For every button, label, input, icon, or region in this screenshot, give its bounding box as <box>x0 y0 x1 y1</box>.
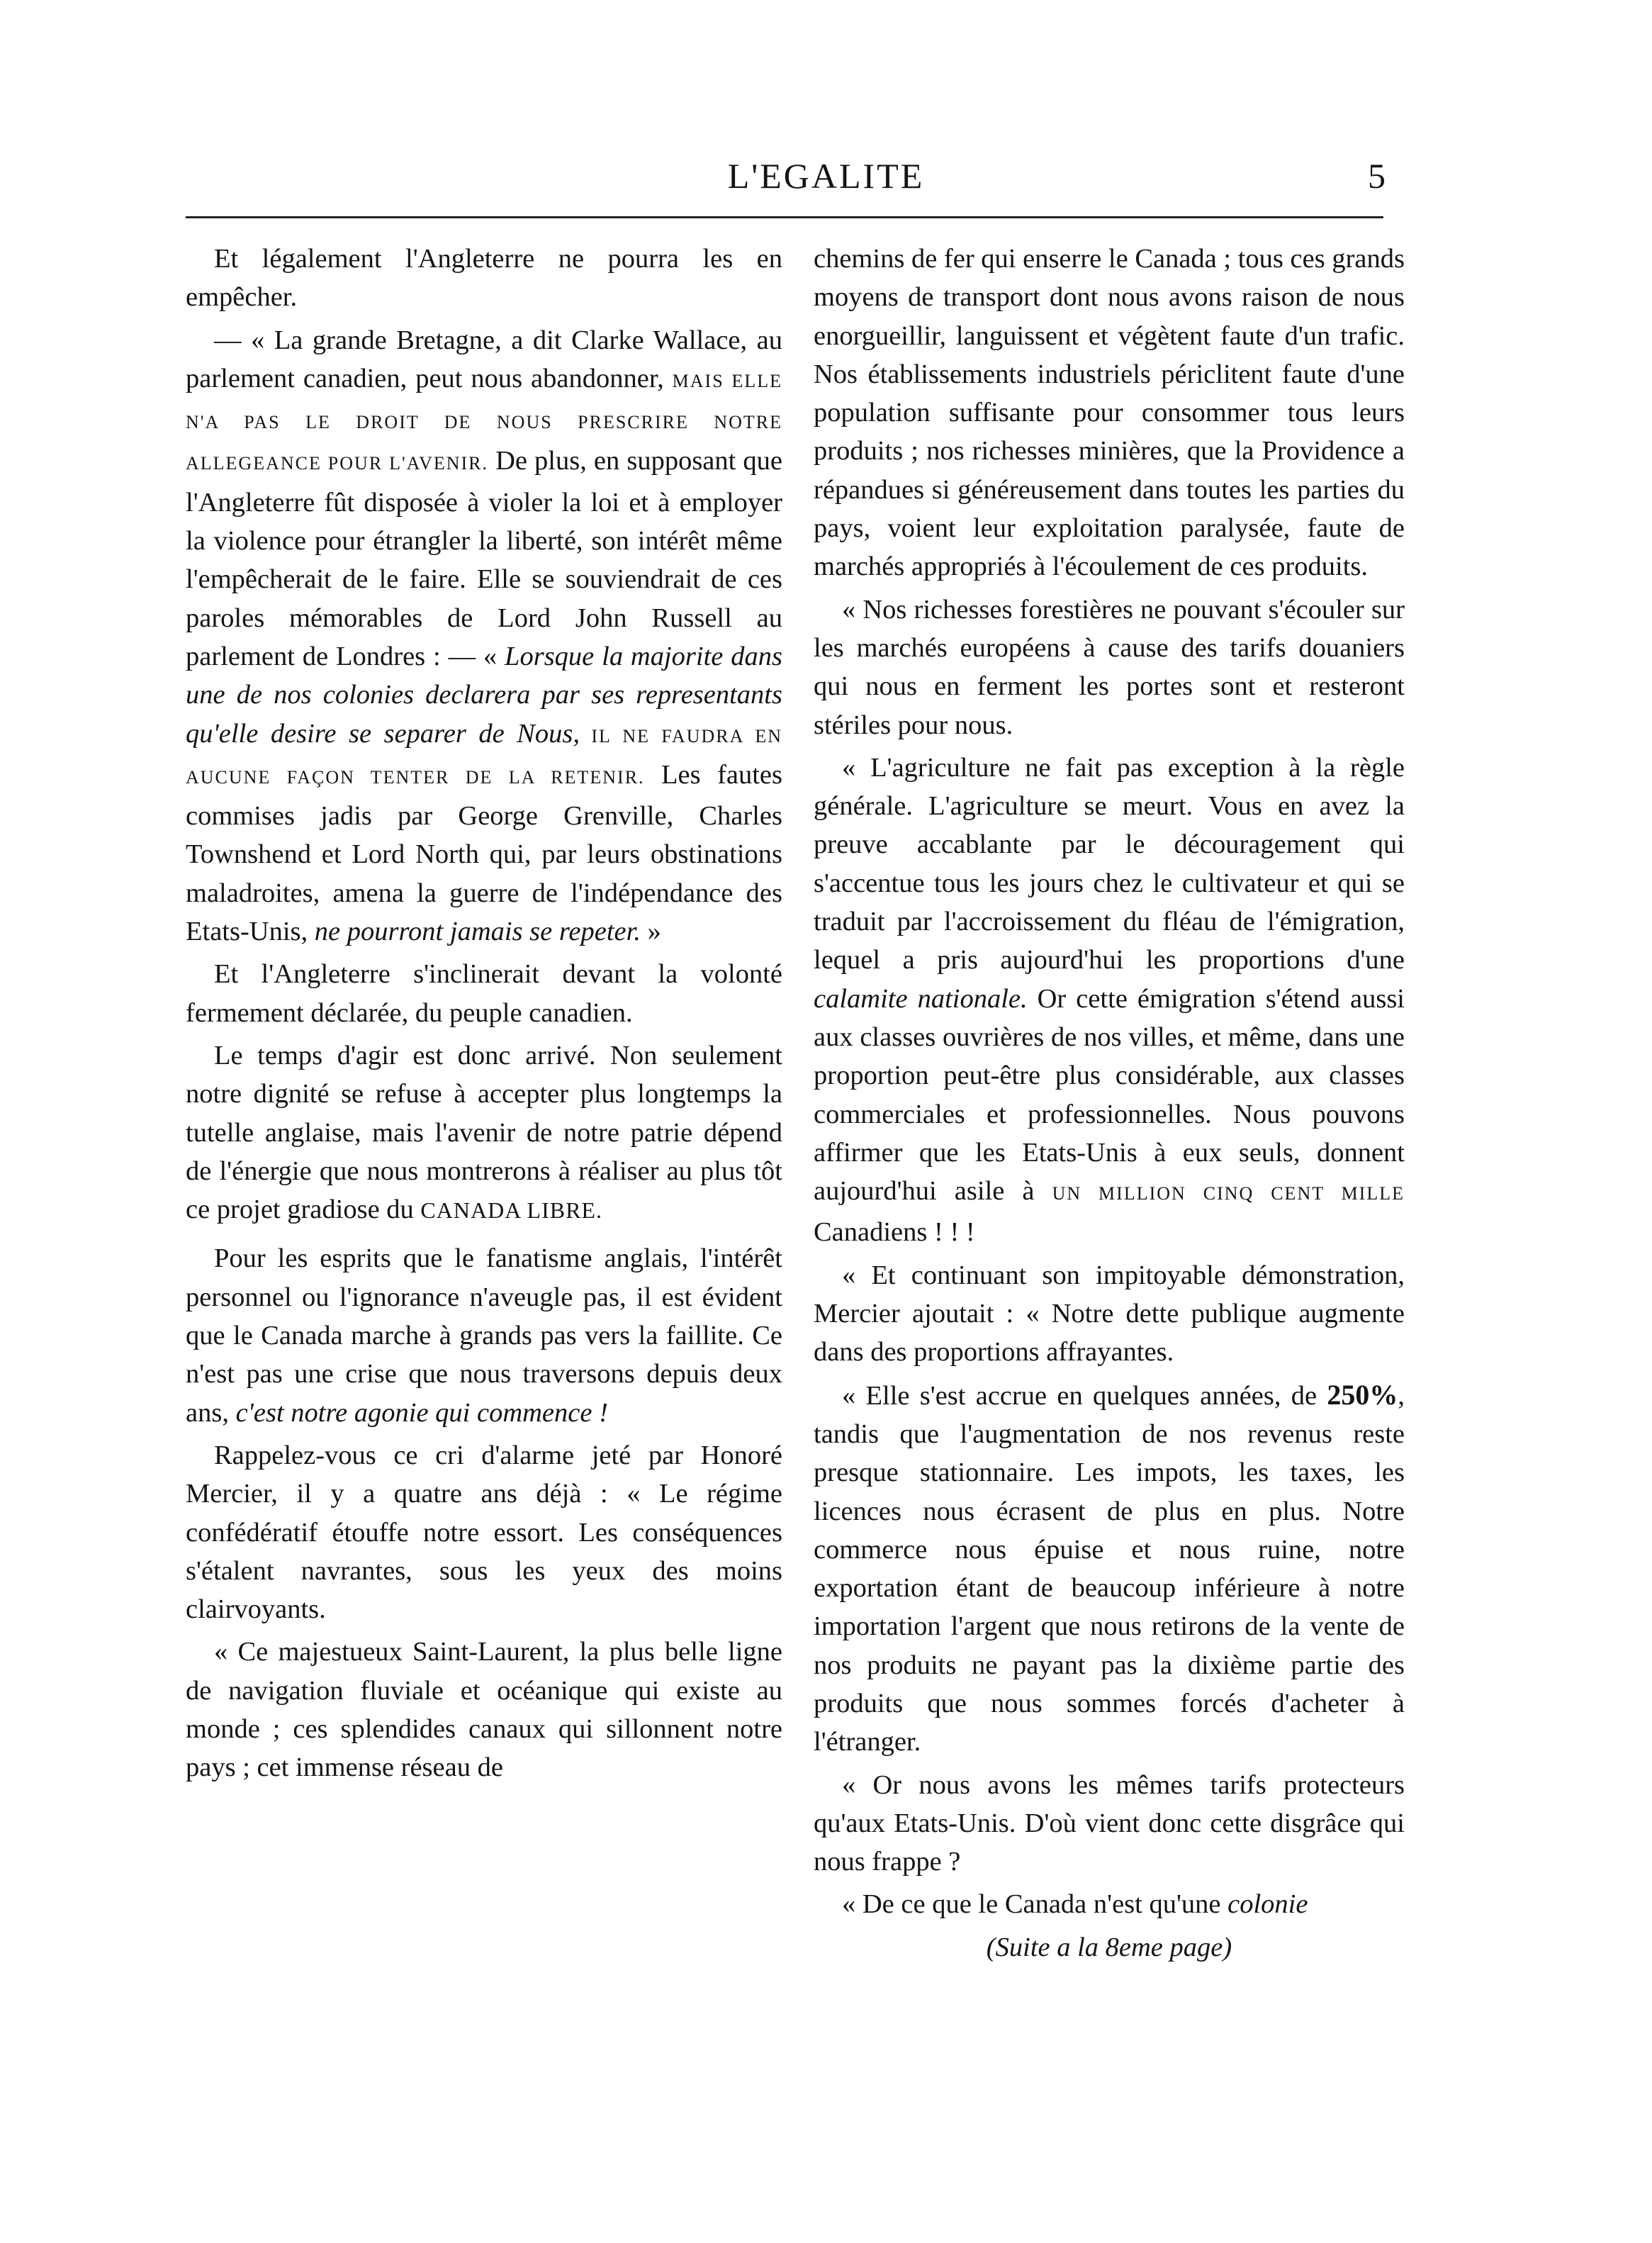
italic-quote: c'est notre agonie qui commence ! <box>235 1397 608 1428</box>
paragraph <box>814 1376 1405 1762</box>
percentage-figure: 250% <box>1327 1378 1398 1411</box>
continued-notice: (Suite a la 8eme page) <box>986 1932 1232 1962</box>
italic-quote: Lorsque la majorite dans une de nos colonies declarera par ses representants qu'elle desire se separer de Nous, <box>186 641 782 749</box>
paragraph-text: « Or nous avons les mêmes tarifs protecteurs qu'aux Etats-Unis. D'où vient donc cette disgrâce qui nous frappe ? <box>814 1769 1405 1877</box>
paragraph <box>814 591 1405 744</box>
italic-word: colonie <box>1227 1889 1308 1920</box>
paragraph <box>186 321 782 951</box>
paragraph <box>186 1036 782 1229</box>
paragraph-text: Et l'Angleterre s'inclinerait devant la volonté fermement déclarée, du peuple canadien. <box>186 959 782 1028</box>
paragraph-text: Et légalement l'Angleterre ne pourra les en empêcher. <box>186 244 782 313</box>
small-caps-text: UN MILLION CINQ CENT MILLE <box>1052 1183 1405 1204</box>
paragraph-text: Les fautes commises jadis par George Grenville, Charles Townshend et Lord North qui, par leurs obstinations maladroites, amena la guerre de l'indépendance des Etats-Unis, <box>186 759 782 947</box>
paragraph-text: « Et continuant son impitoyable démonstration, Mercier ajoutait : « Notre dette publique augmente dans des proportions affrayantes. <box>814 1260 1405 1367</box>
paragraph <box>186 1436 782 1628</box>
small-caps-text: MAIS ELLE N'A PAS LE DROIT DE NOUS PRESCRIRE NOTRE ALLEGEANCE POUR L'AVENIR. <box>186 370 782 474</box>
paragraph <box>186 1239 782 1431</box>
paragraph-text: Pour les esprits que le fanatisme anglais, l'intérêt personnel ou l'ignorance n'aveugle pas, il est évident que le Canada marche à grands pas vers la faillite. Ce n'est pas une crise que nous traversons depuis deux ans, <box>186 1243 782 1428</box>
paragraph-text: « L'agriculture ne fait pas exception à la règle générale. L'agriculture se meurt. Vous en avez la preuve accablante par le découragement qui s'accentue tous les jours chez le cultivateur et qui se traduit par l'accroissement du fléau de l'émigration, lequel a pris aujourd'hui les proportions d'une <box>814 752 1405 975</box>
paragraph-text: « De ce que le Canada n'est qu'une <box>842 1889 1228 1920</box>
paragraph <box>814 1256 1405 1372</box>
italic-quote: ne pourront jamais se repeter. <box>314 917 641 947</box>
page-number: 5 <box>1368 156 1386 196</box>
paragraph-text: Rappelez-vous ce cri d'alarme jeté par Honoré Mercier, il y a quatre ans déjà : « Le régime confédératif étouffe notre essort. Les conséquences s'étalent navrantes, sous les yeux des moins clairvoyants. <box>186 1440 782 1625</box>
header-rule <box>186 216 1383 218</box>
small-caps-text: CANADA LIBRE. <box>420 1197 602 1224</box>
paragraph <box>814 749 1405 1252</box>
left-column <box>186 240 782 2139</box>
right-column <box>814 240 1405 2139</box>
paragraph <box>814 1885 1405 1923</box>
italic-quote: calamite nationale. <box>814 983 1028 1014</box>
paragraph <box>186 1633 782 1786</box>
paragraph-text: Or cette émigration s'étend aussi aux classes ouvrières de nos villes, et même, dans une proportion peut-être plus considérable, aux classes commerciales et professionnelles. Nous pouvons affirmer que les Etats-Unis à eux seuls, donnent aujourd'hui asile à <box>814 983 1405 1207</box>
paragraph-text: » <box>640 917 661 947</box>
paragraph-text: « Nos richesses forestières ne pouvant s'écouler sur les marchés européens à cause des tarifs douaniers qui nous en ferment les portes sont et resteront stériles pour nous. <box>814 594 1405 740</box>
paragraph-text: De plus, en supposant que l'Angleterre fût disposée à violer la loi et à employer la violence pour étrangler la liberté, son intérêt même l'empêcherait de le faire. Elle se souviendrait de ces paroles mémorables de Lord John Russell au parlement de Londres : — « <box>186 446 782 671</box>
paragraph-text: chemins de fer qui enserre le Canada ; tous ces grands moyens de transport dont nous avons raison de nous enorgueillir, languissent et végètent faute d'un trafic. Nos établissements industriels périclitent faute d'une population suffisante pour consommer tous leurs produits ; nos richesses minières, que la Providence a répandues si généreusement dans toutes les parties du pays, voient leur exploitation paralysée, faute de marchés appropriés à l'écoulement de ces produits. <box>814 244 1405 582</box>
small-caps-text: IL NE FAUDRA EN AUCUNE FAÇON TENTER DE LA RETENIR. <box>186 725 782 788</box>
paragraph-text: — « La grande Bretagne, a dit Clarke Wallace, au parlement canadien, peut nous abandonner, <box>186 325 782 393</box>
paragraph <box>814 240 1405 586</box>
header-title: L'EGALITE <box>727 156 925 196</box>
paragraph-text: « Ce majestueux Saint-Laurent, la plus belle ligne de navigation fluviale et océanique qui existe au monde ; ces splendides canaux qui sillonnent notre pays ; cet immense réseau de <box>186 1637 782 1783</box>
paragraph-text: Canadiens ! ! ! <box>814 1217 975 1248</box>
paragraph <box>186 240 782 317</box>
paragraph <box>186 955 782 1032</box>
paragraph-text: « Elle s'est accrue en quelques années, de <box>842 1380 1327 1411</box>
paragraph-text: Le temps d'agir est donc arrivé. Non seulement notre dignité se refuse à accepter plus longtemps la tutelle anglaise, mais l'avenir de notre patrie dépend de l'énergie que nous montrerons à réaliser au plus tôt ce projet gradiose du <box>186 1040 782 1225</box>
paragraph <box>814 1766 1405 1881</box>
paragraph-text: , tandis que l'augmentation de nos revenus reste presque stationnaire. Les impots, les taxes, les licences nous écrasent de plus en plus. Notre commerce nous épuise et nous ruine, notre exportation étant de beaucoup inférieure à notre importation l'argent que nous retirons de la vente de nos produits ne payant pas la dixième partie des produits que nous sommes forcés d'acheter à l'étranger. <box>814 1380 1405 1757</box>
